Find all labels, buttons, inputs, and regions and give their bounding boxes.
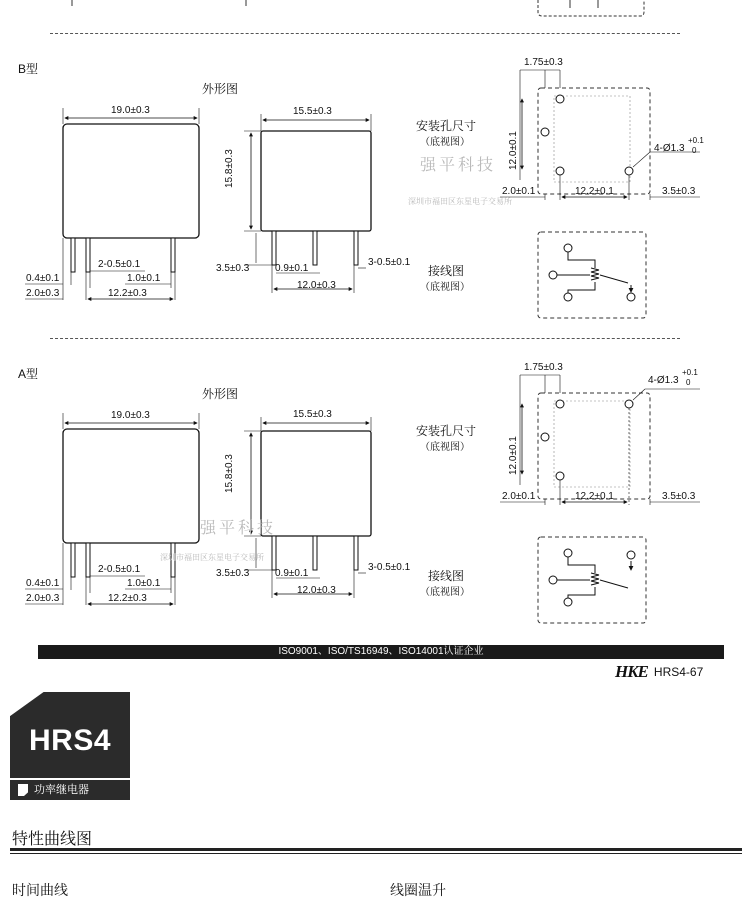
mount-top-dim: 1.75±0.3 (524, 57, 563, 68)
relay-side-body (261, 131, 371, 231)
side-pin-offset-dim: 0.9±0.1 (275, 263, 309, 274)
hole-tol-zero: 0 (692, 146, 697, 155)
mount-left-dim: 2.0±0.1 (502, 186, 536, 197)
hole-tol-zero: 0 (686, 378, 691, 387)
mount-hole-diagram (500, 70, 700, 200)
watermark-brand: 强平科技 (200, 520, 277, 537)
mount-right-dim: 3.5±0.3 (662, 186, 696, 197)
relay-side-pins (272, 536, 358, 570)
wiring-title: 接线图 (428, 569, 465, 583)
side-pin-offset-dim: 0.9±0.1 (275, 568, 309, 579)
side-pin-width-dim: 3-0.5±0.1 (368, 562, 411, 573)
side-pin-span-dim: 12.0±0.3 (297, 280, 336, 291)
relay-side-body (261, 431, 371, 536)
badge-subtitle: 功率继电器 (34, 784, 89, 796)
mount-span-dim: 12.2±0.1 (575, 491, 614, 502)
mount-hole-dim: 4-Ø1.3 (654, 143, 685, 154)
side-pin-span-dim: 12.0±0.3 (297, 585, 336, 596)
pin-edge-dim: 0.4±0.1 (26, 578, 60, 589)
pin-len-dim: 3.5±0.3 (216, 263, 250, 274)
mount-right-dim: 3.5±0.3 (662, 491, 696, 502)
pin-gap-dim: 1.0±0.1 (127, 273, 161, 284)
badge-subtitle-bar (10, 780, 130, 800)
mount-height-dim: 12.0±0.1 (508, 436, 519, 475)
mount-title: 安装孔尺寸 (416, 424, 477, 438)
hole-tol-plus: +0.1 (688, 136, 704, 145)
wiring-sub: （底视图） (420, 587, 470, 598)
relay-side-pins (272, 231, 358, 265)
side-width-dim: 15.5±0.3 (293, 106, 332, 117)
side-pin-width-dim: 3-0.5±0.1 (368, 257, 411, 268)
hole-tol-plus: +0.1 (682, 368, 698, 377)
pin-width-dim: 2-0.5±0.1 (98, 259, 141, 270)
section-label: A型 (18, 367, 39, 381)
subheading-right: 线圈温升 (390, 882, 446, 898)
height-dim: 15.8±0.3 (224, 149, 235, 188)
page-code: HRS4-67 (653, 665, 704, 679)
badge-title: HRS4 (28, 724, 112, 757)
section-label: B型 (18, 62, 39, 76)
side-width-dim: 15.5±0.3 (293, 409, 332, 420)
mount-top-dim: 1.75±0.3 (524, 362, 563, 373)
pin-width-dim: 2-0.5±0.1 (98, 564, 141, 575)
section-rule (10, 848, 742, 851)
mount-span-dim: 12.2±0.1 (575, 186, 614, 197)
pin-gap-dim: 1.0±0.1 (127, 578, 161, 589)
relay-front-body (63, 429, 199, 543)
document-icon (18, 784, 28, 796)
mount-hole-dim: 4-Ø1.3 (648, 375, 679, 386)
width-dim: 19.0±0.3 (111, 105, 150, 116)
mount-left-dim: 2.0±0.1 (502, 491, 536, 502)
wiring-diagram (538, 537, 646, 623)
watermark-brand: 强平科技 (420, 157, 497, 174)
pin-span-dim: 12.2±0.3 (108, 288, 147, 299)
pin-edge-dim: 0.4±0.1 (26, 273, 60, 284)
pin-len-dim: 3.5±0.3 (216, 568, 250, 579)
pin-offset-dim: 2.0±0.3 (26, 288, 60, 299)
mount-sub: （底视图） (420, 137, 470, 148)
relay-front-body (63, 124, 199, 238)
product-badge (10, 692, 130, 800)
mount-height-dim: 12.0±0.1 (508, 131, 519, 170)
section-rule-thin (10, 853, 742, 854)
section-b (0, 0, 750, 340)
outline-title: 外形图 (202, 387, 239, 401)
hke-logo: HKE (615, 662, 648, 681)
mount-title: 安装孔尺寸 (416, 119, 477, 133)
wiring-title: 接线图 (428, 264, 465, 278)
section-a (0, 305, 750, 645)
section-title: 特性曲线图 (12, 831, 93, 848)
pin-span-dim: 12.2±0.3 (108, 593, 147, 604)
brand-line (615, 662, 703, 682)
watermark-address: 深圳市福田区东星电子交易所 (160, 553, 264, 562)
height-dim: 15.8±0.3 (224, 454, 235, 493)
mount-hole-diagram (500, 375, 700, 505)
outline-title: 外形图 (202, 82, 239, 96)
width-dim: 19.0±0.3 (111, 410, 150, 421)
certification-bar: ISO9001、ISO/TS16949、ISO14001认证企业 (38, 645, 724, 659)
watermark-address: 深圳市福田区东星电子交易所 (408, 197, 512, 206)
subheading-left: 时间曲线 (12, 882, 68, 898)
pin-offset-dim: 2.0±0.3 (26, 593, 60, 604)
wiring-sub: （底视图） (420, 282, 470, 293)
mount-sub: （底视图） (420, 442, 470, 453)
